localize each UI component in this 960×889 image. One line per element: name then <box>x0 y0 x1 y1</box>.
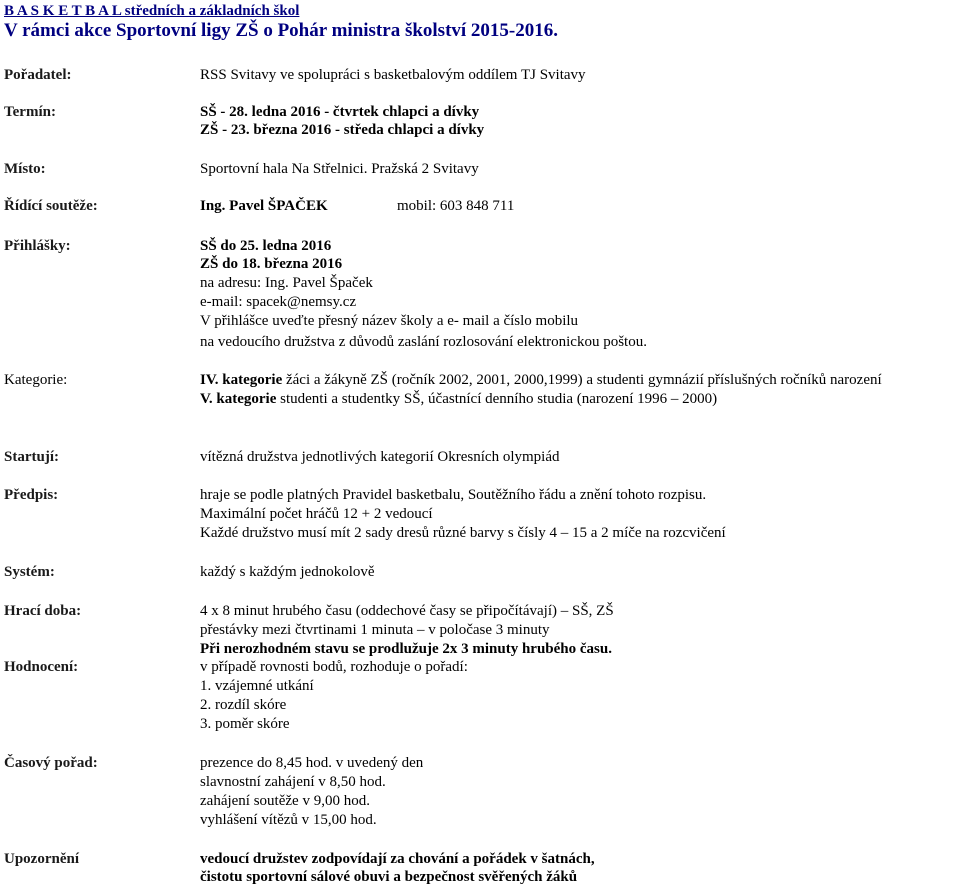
ridici-name: Ing. Pavel ŠPAČEK <box>200 198 328 214</box>
termin-zs-who: chlapci a dívky <box>383 122 485 138</box>
termin-zs-date: ZŠ - 23. března 2016 - středa <box>200 122 384 138</box>
hodnoceni-item: 3. poměr skóre <box>200 716 290 732</box>
value-startuji: vítězná družstva jednotlivých kategorií Okresních olympiád <box>200 449 560 465</box>
document-subtitle: V rámci akce Sportovní ligy ZŠ o Pohár ministra školství 2015-2016. <box>4 20 559 41</box>
hodnoceni-item: 1. vzájemné utkání <box>200 678 314 694</box>
kategorie-v-num: V. <box>200 391 213 407</box>
value-system: každý s každým jednokolově <box>200 564 375 580</box>
upozorneni-line2: čistotu sportovní sálové obuvi a bezpečnost svěřených žáků <box>200 869 578 885</box>
hodnoceni-item: 2. rozdíl skóre <box>200 697 287 713</box>
upozorneni-line1: vedoucí družstev zodpovídají za chování a pořádek v šatnách, <box>200 851 595 867</box>
prihlasky-adresa: na adresu: Ing. Pavel Špaček <box>200 275 373 291</box>
kategorie-v-text: studenti a studentky SŠ, účastnící denního studia (narození 1996 – 2000) <box>280 391 718 407</box>
prihlasky-note1: V přihlášce uveďte přesný název školy a e- mail a číslo mobilu <box>200 313 579 329</box>
label-upozorneni: Upozornění <box>4 851 79 867</box>
predpis-line2: Maximální počet hráčů 12 + 2 vedoucí <box>200 506 433 522</box>
termin-ss-date: SŠ - 28. ledna 2016 - čtvrtek <box>200 104 379 120</box>
kategorie-iv-kat: kategorie <box>222 372 283 388</box>
document-title: B A S K E T B A L středních a základních škol <box>4 3 300 19</box>
casovy-porad-item: slavnostní zahájení v 8,50 hod. <box>200 774 386 790</box>
prihlasky-email: e-mail: spacek@nemsy.cz <box>200 294 357 310</box>
prihlasky-zs: ZŠ do 18. března 2016 <box>200 256 343 272</box>
kategorie-v-kat: kategorie <box>216 391 277 407</box>
termin-ss <box>200 103 479 122</box>
label-predpis: Předpis: <box>4 487 59 503</box>
value-misto: Sportovní hala Na Střelnici. Pražská 2 Svitavy <box>200 161 479 177</box>
label-hraci-doba: Hrací doba: <box>4 603 82 619</box>
label-casovy-porad: Časový pořad: <box>4 755 98 771</box>
casovy-porad-item: vyhlášení vítězů v 15,00 hod. <box>200 812 377 828</box>
label-poradatel: Pořadatel: <box>4 67 72 83</box>
kategorie-iv-num: IV. <box>200 372 219 388</box>
label-system: Systém: <box>4 564 55 580</box>
termin-zs <box>200 121 484 140</box>
label-startuji: Startují: <box>4 449 59 465</box>
label-prihlasky: Přihlášky: <box>4 238 71 254</box>
predpis-line1: hraje se podle platných Pravidel basketbalu, Soutěžního řádu a znění tohoto rozpisu. <box>200 487 707 503</box>
kategorie-iv <box>200 371 882 390</box>
hraci-doba-line1: 4 x 8 minut hrubého času (oddechové časy se připočítávají) – SŠ, ZŠ <box>200 603 614 619</box>
value-poradatel: RSS Svitavy ve spolupráci s basketbalovým oddílem TJ Svitavy <box>200 67 586 83</box>
predpis-line3: Každé družstvo musí mít 2 sady dresů různé barvy s čísly 4 – 15 a 2 míče na rozcvičení <box>200 525 726 541</box>
termin-ss-who: chlapci a dívky <box>378 104 480 120</box>
label-misto: Místo: <box>4 161 46 177</box>
ridici-mobile: mobil: 603 848 711 <box>397 198 515 214</box>
casovy-porad-item: zahájení soutěže v 9,00 hod. <box>200 793 370 809</box>
prihlasky-ss: SŠ do 25. ledna 2016 <box>200 238 332 254</box>
label-hodnoceni: Hodnocení: <box>4 659 79 675</box>
prihlasky-note2: na vedoucího družstva z důvodů zaslání rozlosování elektronickou poštou. <box>200 334 647 350</box>
label-ridici: Řídící soutěže: <box>4 198 98 214</box>
hodnoceni-line1: v případě rovnosti bodů, rozhoduje o pořadí: <box>200 659 468 675</box>
hraci-doba-line3: Při nerozhodném stavu se prodlužuje 2x 3 minuty hrubého času. <box>200 641 612 657</box>
label-kategorie: Kategorie: <box>4 372 68 388</box>
casovy-porad-item: prezence do 8,45 hod. v uvedený den <box>200 755 424 771</box>
kategorie-v <box>200 390 717 409</box>
kategorie-iv-text: žáci a žákyně ZŠ (ročník 2002, 2001, 2000,1999) a studenti gymnázií příslušných ročníků narození <box>285 372 882 388</box>
label-termin: Termín: <box>4 104 56 120</box>
hraci-doba-line2: přestávky mezi čtvrtinami 1 minuta – v poločase 3 minuty <box>200 622 550 638</box>
